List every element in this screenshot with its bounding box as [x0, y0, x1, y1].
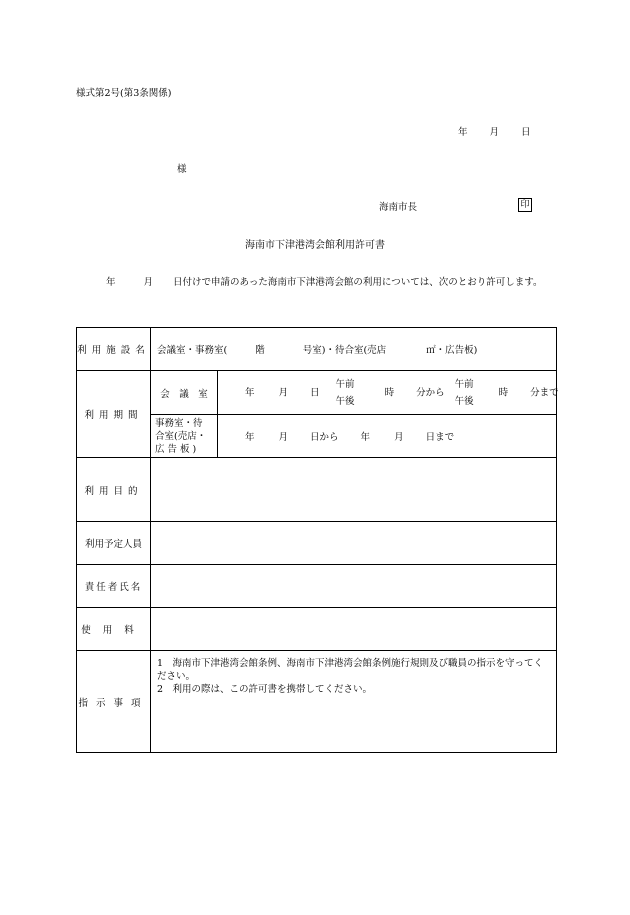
facility-floor: 階 [255, 345, 265, 356]
purpose-label: 利用目的 [77, 458, 151, 522]
date-month: 月 [489, 127, 500, 138]
issuer-name: 海南市長 [379, 202, 418, 213]
instruction-item: 2 利用の際は、この許可書を携帯してください。 [157, 684, 373, 695]
meeting-hour-to: 時 [498, 387, 509, 398]
body-text: 日付けで申請のあった海南市下津港湾会館の利用については、次のとおり許可します。 [173, 277, 543, 288]
meeting-day: 日 [310, 387, 320, 398]
meeting-min-to: 分まで [530, 387, 559, 398]
body-year: 年 [106, 277, 116, 288]
row-attendees [77, 522, 557, 565]
office-label-line1: 事務室・待 [155, 417, 203, 429]
row-facility [77, 328, 557, 371]
purpose-value[interactable] [151, 458, 557, 522]
instructions-list [151, 651, 557, 753]
issue-date [458, 124, 531, 138]
office-year: 年 [245, 432, 255, 443]
form-number-label: 様式第2号(第3条関係) [76, 88, 172, 99]
meeting-year: 年 [245, 387, 255, 398]
meeting-pm: 午後 [335, 395, 355, 407]
meeting-room-period [218, 371, 557, 415]
instructions-label: 指示事項 [77, 651, 151, 753]
seal-mark: 印 [518, 198, 532, 212]
office-day-to: 日まで [425, 432, 455, 443]
body-month: 月 [143, 277, 154, 288]
office-label [151, 415, 218, 458]
meeting-room-label: 会 議 室 [151, 371, 218, 415]
facility-rooms: 会議室・事務室( [157, 345, 228, 356]
meeting-ampm-from [336, 376, 355, 410]
meeting-hour: 時 [384, 387, 395, 398]
meeting-pm-to: 午後 [454, 395, 474, 407]
attendees-label: 利用予定人員 [77, 522, 151, 565]
facility-unit: ㎡・広告板) [426, 345, 478, 356]
responsible-label: 責任者氏名 [77, 565, 151, 608]
meeting-month: 月 [278, 387, 289, 398]
row-period-meeting [77, 371, 557, 415]
addressee-honorific: 様 [177, 164, 187, 175]
meeting-am: 午前 [335, 378, 355, 390]
office-period [218, 415, 557, 458]
office-year-to: 年 [360, 432, 371, 443]
body-paragraph [76, 274, 556, 291]
office-label-line3: 広 告 板 ) [155, 443, 197, 455]
instruction-item: 1 海南市下津港湾会館条例、海南市下津港湾会館条例施行規則及び職員の指示を守ってください。 [157, 658, 544, 682]
facility-room: 号室)・待合室(売店 [302, 345, 387, 356]
meeting-ampm-to [455, 376, 474, 410]
attendees-value[interactable] [151, 522, 557, 565]
row-fee [77, 608, 557, 651]
date-day: 日 [521, 127, 531, 138]
fee-label: 使用料 [77, 608, 151, 651]
row-purpose [77, 458, 557, 522]
meeting-am-to: 午前 [454, 378, 474, 390]
facility-label: 利用施設名 [77, 328, 151, 371]
fee-value[interactable] [151, 608, 557, 651]
document-title: 海南市下津港湾会館利用許可書 [245, 240, 385, 251]
meeting-min-from: 分から [416, 387, 445, 398]
period-label: 利用期間 [77, 371, 151, 458]
row-responsible [77, 565, 557, 608]
office-label-line2: 合室(売店・ [155, 430, 207, 442]
office-day-from: 日から [310, 432, 339, 443]
responsible-value[interactable] [151, 565, 557, 608]
date-year: 年 [458, 127, 468, 138]
permit-table [76, 327, 557, 753]
row-instructions [77, 651, 557, 753]
office-month-to: 月 [394, 432, 404, 443]
facility-value [151, 328, 557, 371]
office-month: 月 [278, 432, 289, 443]
